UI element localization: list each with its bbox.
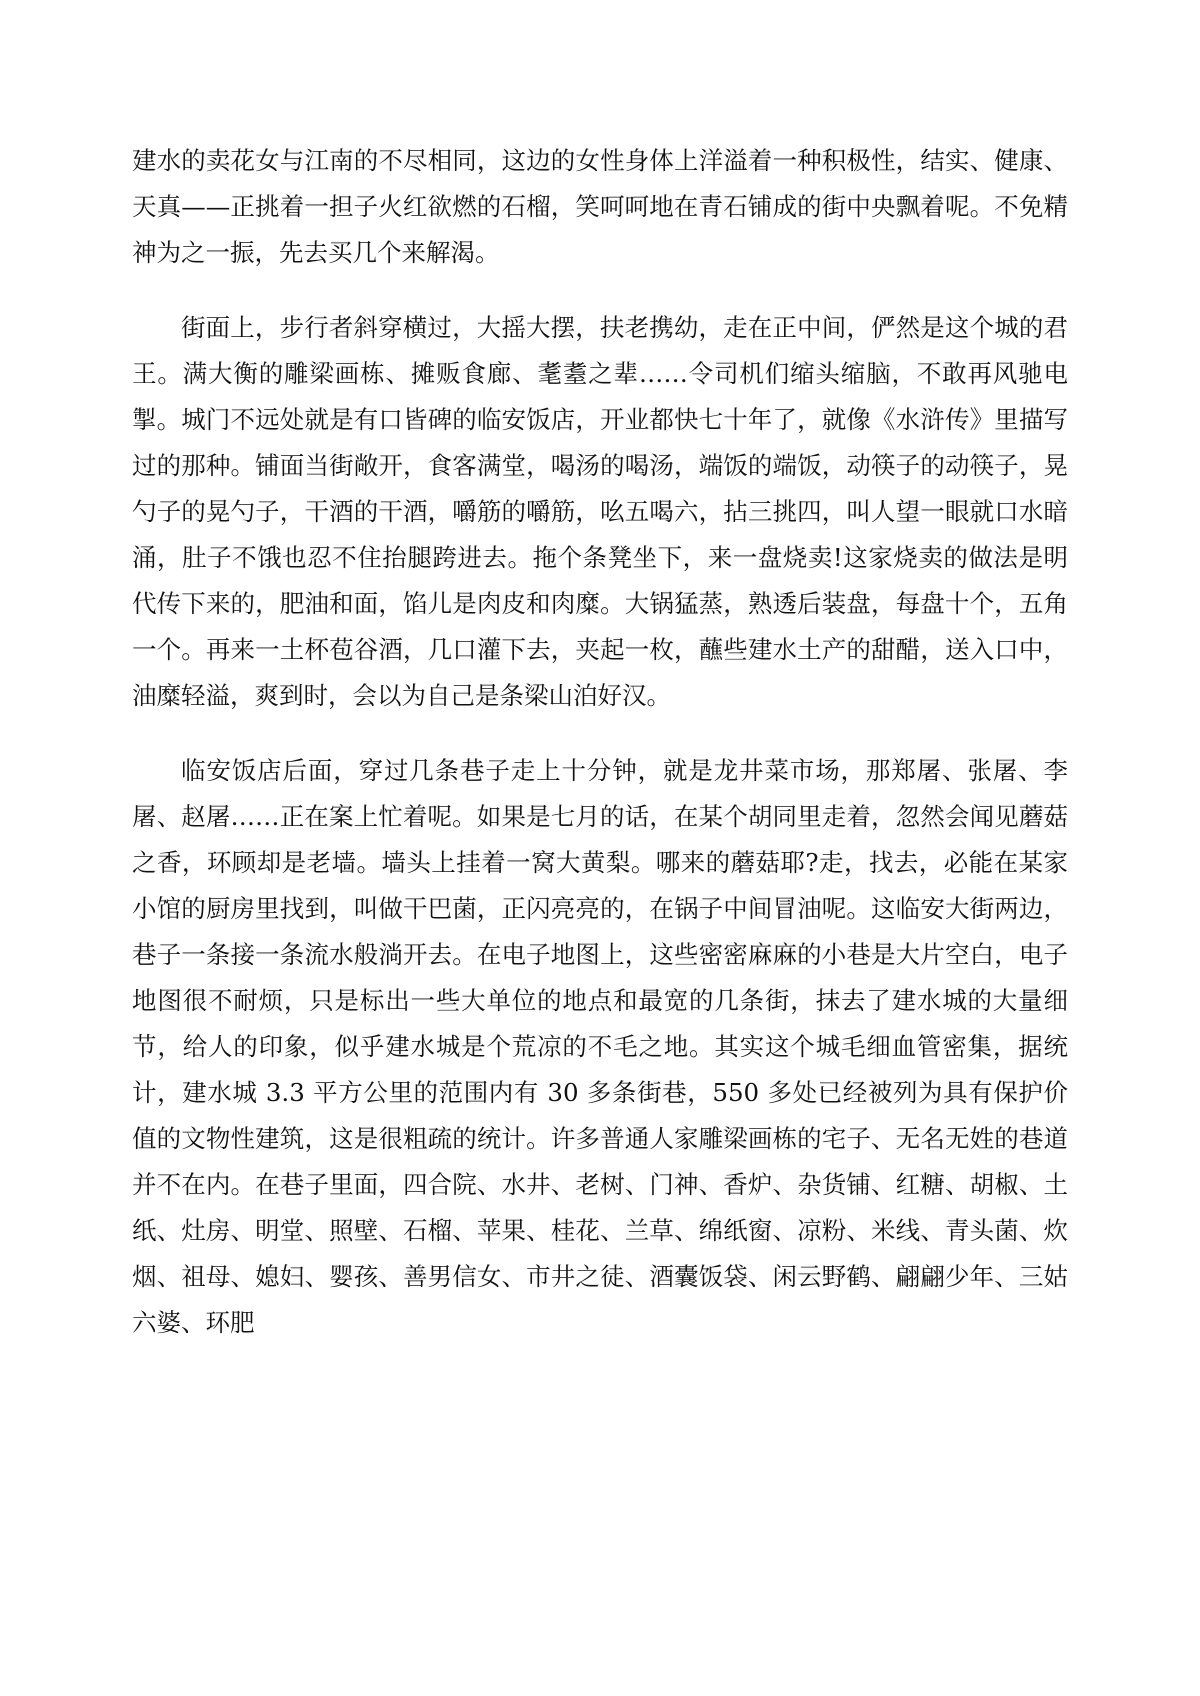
paragraph-gap	[132, 719, 1068, 748]
document-page	[132, 138, 1068, 1346]
paragraph-2: 街面上，步行者斜穿横过，大摇大摆，扶老携幼，走在正中间，俨然是这个城的君王。满大衡的雕梁画栋、摊贩食廊、耄耋之辈……令司机们缩头缩脑，不敢再风驰电掣。城门不远处就是有口皆碑的临安饭店，开业都快七十年了，就像《水浒传》里描写过的那种。铺面当街敞开，食客满堂，喝汤的喝汤，端饭的端饭，动筷子的动筷子，晃勺子的晃勺子，干酒的干酒，嚼筋的嚼筋，吆五喝六，拈三挑四，叫人望一眼就口水暗涌，肚子不饿也忍不住抬腿跨进去。拖个条凳坐下，来一盘烧卖!这家烧卖的做法是明代传下来的，肥油和面，馅儿是肉皮和肉糜。大锅猛蒸，熟透后装盘，每盘十个，五角一个。再来一土杯苞谷酒，几口灌下去，夹起一枚，蘸些建水土产的甜醋，送入口中，油糜轻溢，爽到时，会以为自己是条梁山泊好汉。	[132, 313, 1068, 710]
paragraph-3: 临安饭店后面，穿过几条巷子走上十分钟，就是龙井菜市场，那郑屠、张屠、李屠、赵屠……正在案上忙着呢。如果是七月的话，在某个胡同里走着，忽然会闻见蘑菇之香，环顾却是老墙。墙头上挂着一窝大黄梨。哪来的蘑菇耶?走，找去，必能在某家小馆的厨房里找到，叫做干巴菌，正闪亮亮的，在锅子中间冒油呢。这临安大街两边，巷子一条接一条流水般淌开去。在电子地图上，这些密密麻麻的小巷是大片空白，电子地图很不耐烦，只是标出一些大单位的地点和最宽的几条街，抹去了建水城的大量细节，给人的印象，似乎建水城是个荒凉的不毛之地。其实这个城毛细血管密集，据统计，建水城 3.3 平方公里的范围内有 30 多条街巷，550 多处已经被列为具有保护价值的文物性建筑，这是很粗疏的统计。许多普通人家雕梁画栋的宅子、无名无姓的巷道并不在内。在巷子里面，四合院、水井、老树、门神、香炉、杂货铺、红糖、胡椒、土纸、灶房、明堂、照壁、石榴、苹果、桂花、兰草、绵纸窗、凉粉、米线、青头菌、炊烟、祖母、媳妇、婴孩、善男信女、市井之徒、酒囊饭袋、闲云野鹤、翩翩少年、三姑六婆、环肥	[132, 756, 1068, 1337]
paragraph-gap	[132, 276, 1068, 305]
paragraph-1: 建水的卖花女与江南的不尽相同，这边的女性身体上洋溢着一种积极性，结实、健康、天真——正挑着一担子火红欲燃的石榴，笑呵呵地在青石铺成的街中央飘着呢。不免精神为之一振，先去买几个来解渴。	[132, 146, 1068, 267]
